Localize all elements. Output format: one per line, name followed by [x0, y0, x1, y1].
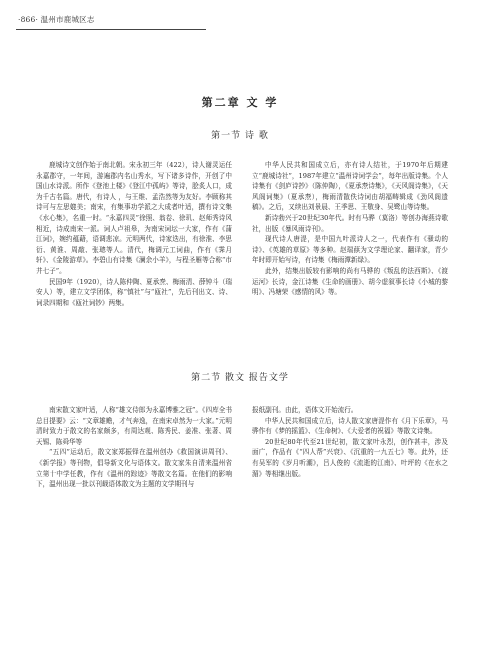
paragraph: 中华人民共和国成立后，诗人散文家唐湜作有《月下乐章》，马骅作有《梦的摇篮》、《生命树》、《大爱者的祝福》等散文诗集。 — [252, 416, 448, 436]
paragraph: 南宋散文家叶适，人称“雄文侍郎为永嘉博雅之冠”。《四库全书总目提要》云：“文章雄赡，才气奔逸，在南宋卓然为一大家。”元明清时致力于散文的名家颇多，有周达观、陈秀民、姜准、张著、周天锡、陈舜华等 — [36, 406, 232, 446]
chapter-title: 第二章 文 学 — [201, 96, 279, 109]
section-2-left-column — [36, 405, 232, 490]
paragraph: 20世纪80年代至21世纪初，散文家叶永烈，创作甚丰，涉及面广，作品有《“四人帮”兴衰》、《沉重的一九五七》等。此外，还有吴军的《岁月听潮》，吕人俊的《流逝的江南》、叶坪的《在水之湄》等相继出版。 — [252, 437, 448, 478]
section-2-right-column — [252, 405, 448, 479]
section-2-title: 第二节 散文 报告文学 — [191, 373, 289, 383]
paragraph: 此外，结集出版较有影响的尚有马骅的《叛乱的法西斯》、《渡运河》长诗，金江诗集《生命的画册》、胡今虚叙事长诗《小城的黎明》、冯塘荣《感情的风》等。 — [252, 266, 448, 297]
paragraph: 鹿城诗文创作始于南北朝。宋永初三年（422），诗人谢灵运任永嘉郡守，一年间，游遍郡内名山秀水，写下诸多诗作，开创了中国山水诗派。所作《登池上楼》《登江中孤屿》等诗，脍炙人口，成为千古名篇。唐代，有诗人 ，与王维、孟浩然等为友好。李顾称其诗可与左思媲美；南宋，有集事功学派之大成者叶适，撰有诗文集《水心集》，名重一时。“永嘉四灵”徐照、翁卷、徐玑、赵师秀诗风相近，诗成南宋一派。词人卢祖皋，为南宋词坛一大家，作有《蒲江词》，婉约蕴藉，语调悲凉。元明两代，诗家迭出，有徐淮、李思衍、黄淮、周敲、张璁等人。清代，梅调元工词曲，作有《霁月轩》、《金陵游草》。李碧山有诗集《澜余小羊》，与程圣雁等合称“市井七子”。 — [36, 161, 232, 275]
section-1-right-column — [252, 160, 448, 298]
paragraph-continued: 报纸副刊。由此，语体文开始流行。 — [252, 406, 358, 414]
header-rule — [16, 29, 206, 30]
section-1-left-column — [36, 160, 232, 308]
paragraph: 中华人民共和国成立后，亦有诗人结社，于1970年后期建立“鹿城诗社”，1987年建立“温州诗词学会”，每年出版诗集。个人诗集有《剑庐诗抄》（陈仲陶），《夏承焘诗集》，《天风阁诗集》，《天风阁词集》（夏承焘），梅雨清散佚诗词由胡福畴辑成《劲风阁遗稿》。之后，又续出刘景晨、王季思、王敬身、吴鹭山等诗集。 — [252, 161, 448, 212]
running-head: ·866· 温州市鹿城区志 — [18, 15, 95, 24]
paragraph: “五四”运动后，散文家郑振铎在温州创办《救国演讲周刊》、《新学报》等刊物，倡导新文化与语体文。散文家朱自清来温州省立第十中学任教，作有《温州的踪迹》等散文名篇。在他们的影响下，温州出现一批以刊载语体散文为主题的文学期刊与 — [36, 448, 232, 489]
section-1-title: 第一节 诗 歌 — [211, 131, 269, 141]
paragraph: 现代诗人唐湜，是中国九叶派诗人之一，代表作有《骚动的诗》、《英雄的草原》等多种。赵瑞蕻为文学理论家、翻译家，青少年时即开始写诗，有诗集《梅雨潭新绿》。 — [252, 235, 448, 265]
paragraph: 民国9年（1920），诗人陈仲陶、夏承焘、梅雨清、薛钟斗（瑞安人）等，建立文学团体，称“慎社”与“瓯社”，先后刊出文、诗、词录四期和《瓯社词钞》两集。 — [36, 277, 232, 307]
paragraph: 新诗勃兴于20世纪30年代。时有马骅（莫洛）等创办海燕诗歌社，出版《暴风雨诗刊》。 — [252, 213, 448, 233]
